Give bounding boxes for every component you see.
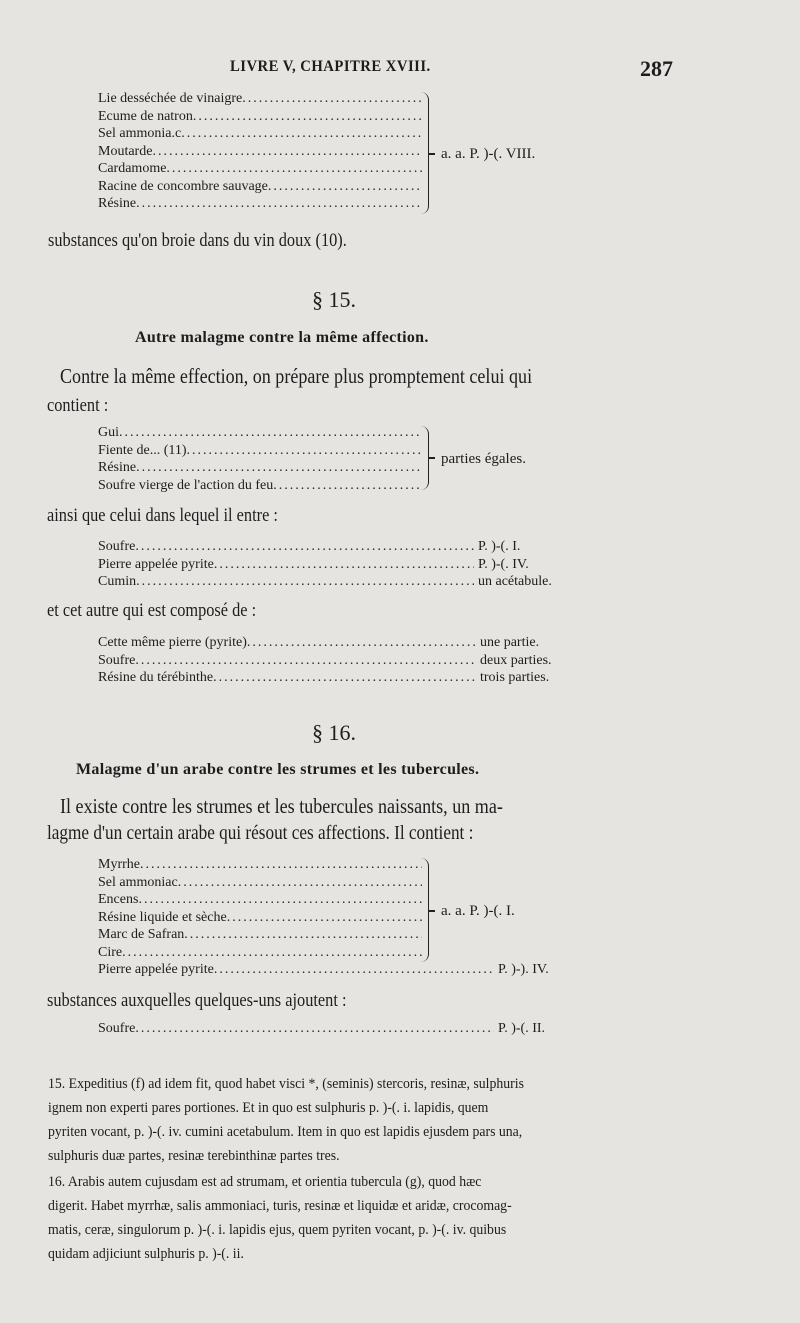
page-number: 287 <box>640 56 673 81</box>
list-item: Cire ..... <box>98 944 422 962</box>
footnote-line: pyriten vocant, p. )-(. iv. cumini acetabulum. Item in quo est lapidis ejusdem pars una, <box>48 1124 523 1140</box>
recipe-list-1 <box>98 90 422 213</box>
list-item: Moutarde ..... <box>98 143 422 161</box>
footnote-line: 15. Expeditius (f) ad idem fit, quod habet visci *, (seminis) stercoris, resinæ, sulphuris <box>48 1076 524 1092</box>
footnote-line: digerit. Habet myrrhæ, salis ammoniaci, turis, resinæ et liquidæ et aridæ, crocomag- <box>48 1198 512 1214</box>
list-item: Soufre ..... P. )-(. II. <box>98 1020 576 1038</box>
paragraph: Contre la même effection, on prépare plus promptement celui qui <box>60 364 533 388</box>
list-item: Lie desséchée de vinaigre ..... <box>98 90 422 108</box>
list-item: Soufre ..... P. )-(. I. <box>98 538 578 556</box>
paragraph: substances qu'on broie dans du vin doux (10). <box>48 230 347 251</box>
running-header <box>0 56 800 84</box>
paragraph: et cet autre qui est composé de : <box>47 600 257 621</box>
list-item: Cumin ..... un acétabule. <box>98 573 578 591</box>
section-title-15: Autre malagme contre la même affection. <box>135 329 429 346</box>
footnote-line: sulphuris duæ partes, resinæ terebinthinæ partes tres. <box>48 1148 340 1164</box>
list-item: Résine ..... <box>98 195 422 213</box>
brace-tip <box>428 153 435 155</box>
list-item: Marc de Safran ..... <box>98 926 422 944</box>
list-item: Racine de concombre sauvage ..... <box>98 178 422 196</box>
list-item: Fiente de... (11) ..... <box>98 442 422 460</box>
list-item: Sel ammoniac ..... <box>98 874 422 892</box>
chapter-title: LIVRE V, CHAPITRE XVIII. <box>230 58 431 75</box>
recipe-5-dose: a. a. P. )-(. I. <box>441 903 515 919</box>
list-item: Résine du térébinthe ..... trois parties. <box>98 669 588 687</box>
list-item: Soufre ..... deux parties. <box>98 652 588 670</box>
section-heading-15: § 15. <box>312 287 356 312</box>
recipe-list-2 <box>98 424 422 494</box>
list-item: Encens ..... <box>98 891 422 909</box>
list-item: Cardamome ..... <box>98 160 422 178</box>
list-item: Résine liquide et sèche ..... <box>98 909 422 927</box>
list-item: Cette même pierre (pyrite) ..... une partie. <box>98 634 588 652</box>
paragraph: contient : <box>47 395 109 416</box>
recipe-list-4 <box>98 634 588 687</box>
paragraph: substances auxquelles quelques-uns ajoutent : <box>47 990 347 1011</box>
footnote-line: matis, ceræ, singulorum p. )-(. i. lapidis ejus, quem pyriten vocant, p. )-(. iv. quibus <box>48 1222 507 1238</box>
list-item: Sel ammonia.c ..... <box>98 125 422 143</box>
paragraph: Il existe contre les strumes et les tubercules naissants, un ma- <box>60 794 503 818</box>
recipe-2-dose: parties égales. <box>441 451 526 467</box>
footnote-line: ignem non experti pares portiones. Et in quo est sulphuris p. )-(. i. lapidis, quem <box>48 1100 489 1116</box>
paragraph: ainsi que celui dans lequel il entre : <box>47 505 278 526</box>
section-heading-16: § 16. <box>312 720 356 745</box>
footnote-16 <box>48 1170 512 1266</box>
list-item: Pierre appelée pyrite ..... P. )-(. IV. <box>98 556 578 574</box>
recipe-1-dose: a. a. P. )-(. VIII. <box>441 146 536 162</box>
list-item: Gui ..... <box>98 424 422 442</box>
recipe-list-5 <box>98 856 422 961</box>
footnote-line: 16. Arabis autem cujusdam est ad strumam, et orientia tubercula (g), quod hæc <box>48 1174 482 1190</box>
list-item: Soufre vierge de l'action du feu ..... <box>98 477 422 495</box>
paragraph: lagme d'un certain arabe qui résout ces affections. Il contient : <box>47 822 474 844</box>
recipe-list-5-extra <box>98 961 576 979</box>
brace-tip <box>428 457 435 459</box>
section-title-16: Malagme d'un arabe contre les strumes et les tubercules. <box>76 761 480 778</box>
list-item: Résine ..... <box>98 459 422 477</box>
recipe-list-3 <box>98 538 578 591</box>
list-item: Pierre appelée pyrite ..... P. )-). IV. <box>98 961 576 979</box>
recipe-list-6 <box>98 1020 576 1038</box>
footnote-15 <box>48 1072 524 1168</box>
footnote-line: quidam adjiciunt sulphuris p. )-(. ii. <box>48 1246 244 1262</box>
list-item: Myrrhe ..... <box>98 856 422 874</box>
list-item: Ecume de natron ..... <box>98 108 422 126</box>
brace-tip <box>428 910 435 912</box>
